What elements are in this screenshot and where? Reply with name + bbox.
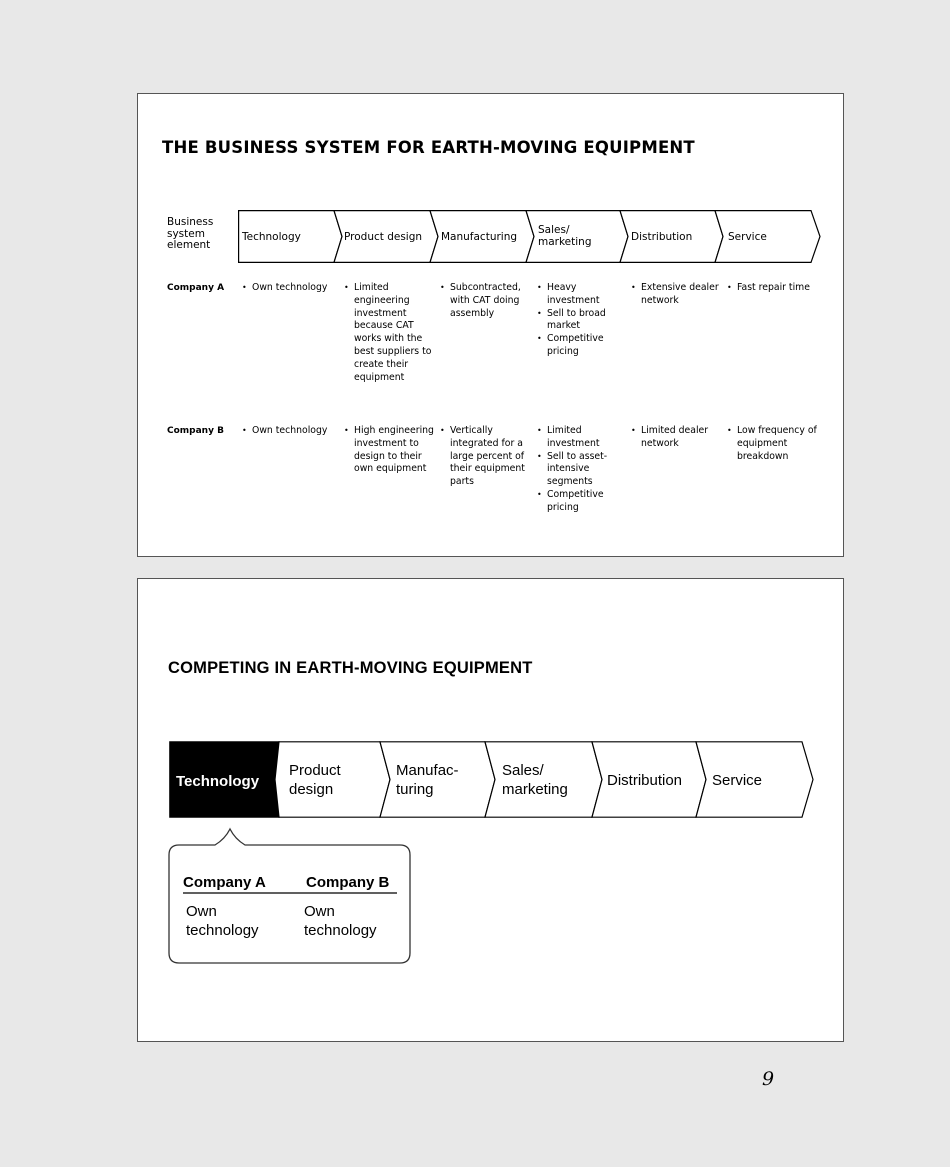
chain-step-service: Service: [712, 772, 763, 789]
company-a-technology: • Own technology: [242, 282, 338, 295]
slide-title: THE BUSINESS SYSTEM FOR EARTH-MOVING EQUIPMENT: [162, 138, 695, 157]
chain-step-service: Service: [728, 231, 767, 243]
value-chain: [169, 741, 817, 821]
chain-step-product-design: Product design: [344, 231, 423, 243]
callout-company-a-header: Company A: [183, 874, 266, 891]
company-a-product-design: • Limited engineering investment because CAT works with the best suppliers to create their equipment: [344, 282, 437, 384]
chain-step-sales-marketing: Sales/ marketing: [538, 224, 592, 248]
company-b-sales: • Limited investment • Sell to asset-intensive segments • Competitive pricing: [537, 425, 621, 515]
technology-callout: [167, 817, 415, 969]
chain-step-product-design: Product design: [289, 762, 341, 798]
company-a-service: • Fast repair time: [727, 282, 842, 295]
company-b-product-design: • High engineering investment to design to their own equipment: [344, 425, 439, 476]
company-a-sales: • Heavy investment • Sell to broad market • Competitive pricing: [537, 282, 621, 359]
company-a-label: Company A: [167, 283, 225, 293]
row-label-business-system-element: Business system element: [167, 216, 214, 251]
chain-step-technology-active: Technology: [176, 773, 260, 790]
callout-bubble: [167, 817, 415, 969]
slide-title: COMPETING IN EARTH-MOVING EQUIPMENT: [168, 659, 533, 677]
chain-step-manufacturing: Manufacturing: [441, 231, 518, 243]
page-number: 9: [762, 1068, 775, 1090]
chain-step-distribution: Distribution: [607, 772, 683, 789]
callout-company-a-value: Own technology: [186, 903, 259, 939]
company-a-manufacturing: • Subcontracted, with CAT doing assembly: [440, 282, 532, 320]
company-b-technology: • Own technology: [242, 425, 338, 438]
company-b-manufacturing: • Vertically integrated for a large percent of their equipment parts: [440, 425, 534, 489]
value-chain: [238, 210, 823, 264]
company-a-distribution: • Extensive dealer network: [631, 282, 719, 308]
chain-step-manufacturing: Manufac- turing: [396, 762, 459, 798]
slide-competing: [137, 578, 844, 1042]
company-b-label: Company B: [167, 426, 224, 436]
company-b-service: • Low frequency of equipment breakdown: [727, 425, 817, 463]
chain-step-sales-marketing: Sales/ marketing: [502, 762, 568, 798]
callout-company-b-header: Company B: [306, 874, 390, 891]
chain-step-distribution: Distribution: [631, 231, 693, 243]
chain-step-technology: Technology: [242, 231, 301, 243]
company-b-distribution: • Limited dealer network: [631, 425, 719, 451]
slide-business-system: [137, 93, 844, 557]
callout-company-b-value: Own technology: [304, 903, 377, 939]
